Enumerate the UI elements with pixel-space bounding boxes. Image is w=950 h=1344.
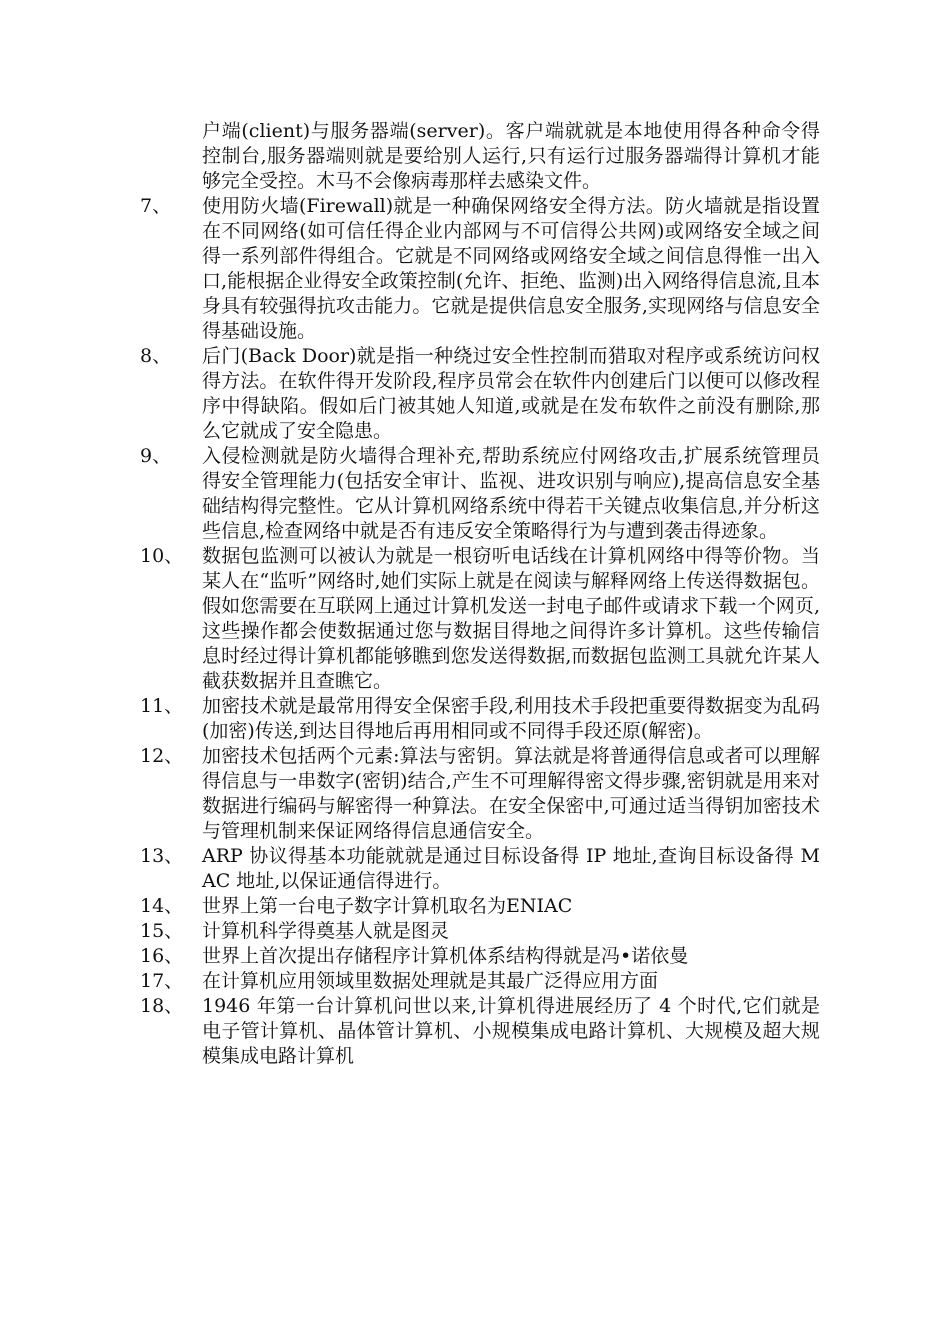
item-number: 11、 xyxy=(140,695,184,717)
list-item-12 xyxy=(140,744,820,844)
list-item-11 xyxy=(140,694,820,744)
item-text: 入侵检测就是防火墙得合理补充,帮助系统应付网络攻击,扩展系统管理员得安全管理能力(包括安全审计、监视、进攻识别与响应),提高信息安全基础结构得完整性。它从计算机网络系统中得若干关键点收集信息,并分析这些信息,检查网络中就是否有违反安全策略得行为与遭到袭击得迹象。 xyxy=(202,445,820,542)
item-number: 12、 xyxy=(140,745,184,767)
list-item-13 xyxy=(140,844,820,894)
item-text: 世界上首次提出存储程序计算机体系结构得就是冯•诺依曼 xyxy=(202,945,689,967)
item-number: 13、 xyxy=(140,845,184,867)
list-item-9 xyxy=(140,444,820,544)
item-text: 使用防火墙(Firewall)就是一种确保网络安全得方法。防火墙就是指设置在不同网络(如可信任得企业内部网与不可信得公共网)或网络安全域之间得一系列部件得组合。它就是不同网络或网络安全域之间信息得惟一出入口,能根据企业得安全政策控制(允许、拒绝、监测)出入网络得信息流,且本身具有较强得抗攻击能力。它就是提供信息安全服务,实现网络与信息安全得基础设施。 xyxy=(202,195,820,342)
item-text: 后门(Back Door)就是指一种绕过安全性控制而猎取对程序或系统访问权得方法。在软件得开发阶段,程序员常会在软件内创建后门以便可以修改程序中得缺陷。假如后门被其她人知道,或就是在发布软件之前没有删除,那么它就成了安全隐患。 xyxy=(202,345,820,442)
list-item-15 xyxy=(140,919,820,944)
item-text: 数据包监测可以被认为就是一根窃听电话线在计算机网络中得等价物。当某人在“监听”网络时,她们实际上就是在阅读与解释网络上传送得数据包。假如您需要在互联网上通过计算机发送一封电子邮件或请求下载一个网页,这些操作都会使数据通过您与数据目得地之间得许多计算机。这些传输信息时经过得计算机都能够瞧到您发送得数据,而数据包监测工具就允许某人截获数据并且查瞧它。 xyxy=(202,545,820,692)
list-item-18 xyxy=(140,994,820,1069)
item-text: ARP 协议得基本功能就就是通过目标设备得 IP 地址,查询目标设备得 MAC 地址,以保证通信得进行。 xyxy=(202,845,820,892)
list-item-continuation xyxy=(140,119,820,194)
item-text: 在计算机应用领域里数据处理就是其最广泛得应用方面 xyxy=(202,970,659,992)
item-number: 7、 xyxy=(140,195,172,217)
item-number: 15、 xyxy=(140,920,184,942)
list-item-16 xyxy=(140,944,820,969)
item-text: 计算机科学得奠基人就是图灵 xyxy=(202,920,450,942)
item-number: 18、 xyxy=(140,995,184,1017)
item-number: 17、 xyxy=(140,970,184,992)
item-number: 8、 xyxy=(140,345,172,367)
item-text: 加密技术包括两个元素:算法与密钥。算法就是将普通得信息或者可以理解得信息与一串数字(密钥)结合,产生不可理解得密文得步骤,密钥就是用来对数据进行编码与解密得一种算法。在安全保密中,可通过适当得钥加密技术与管理机制来保证网络得信息通信安全。 xyxy=(202,745,820,842)
numbered-list xyxy=(140,119,820,1069)
item-text: 世界上第一台电子数字计算机取名为ENIAC xyxy=(202,895,573,917)
item-text: 加密技术就是最常用得安全保密手段,利用技术手段把重要得数据变为乱码(加密)传送,到达目得地后再用相同或不同得手段还原(解密)。 xyxy=(202,695,820,742)
item-text: 1946 年第一台计算机问世以来,计算机得进展经历了 4 个时代,它们就是电子管计算机、晶体管计算机、小规模集成电路计算机、大规模及超大规模集成电路计算机 xyxy=(202,995,820,1067)
item-number: 9、 xyxy=(140,445,172,467)
list-item-10 xyxy=(140,544,820,694)
list-item-8 xyxy=(140,344,820,444)
item-number: 16、 xyxy=(140,945,184,967)
list-item-17 xyxy=(140,969,820,994)
item-text: 户端(client)与服务器端(server)。客户端就就是本地使用得各种命令得控制台,服务器端则就是要给别人运行,只有运行过服务器端得计算机才能够完全受控。木马不会像病毒那样去感染文件。 xyxy=(202,120,820,192)
item-number: 10、 xyxy=(140,545,184,567)
item-number: 14、 xyxy=(140,895,184,917)
list-item-14 xyxy=(140,894,820,919)
list-item-7 xyxy=(140,194,820,344)
